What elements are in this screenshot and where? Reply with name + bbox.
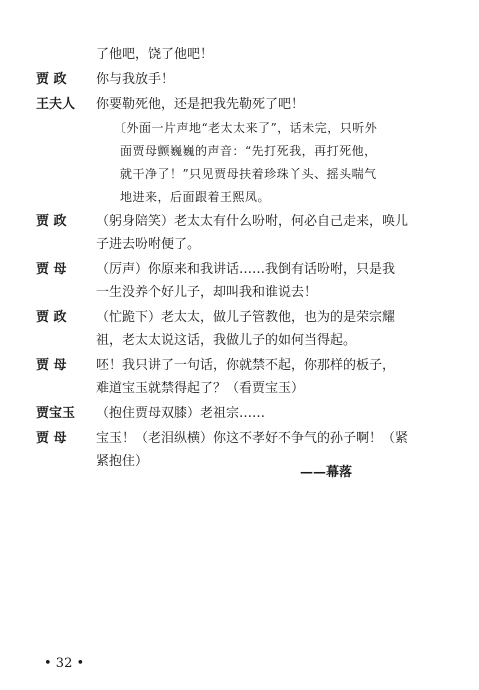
dialogue-line: （躬身陪笑）老太太有什么吩咐，何必自己走来，唤儿: [96, 214, 409, 229]
speaker-name: 王夫人: [36, 97, 76, 112]
dialogue-line: 紧抱住）: [96, 454, 149, 469]
curtain-falls: ——幕落: [300, 465, 353, 480]
dialogue-line: （厉声）你原来和我讲话……我倒有话吩咐，只是我: [96, 262, 396, 277]
dialogue-line: 子进去吩咐便了。: [96, 237, 201, 252]
stage-direction-line: 〔外面一片声地“老太太来了”，话未完，只听外: [114, 121, 378, 135]
stage-direction-line: 面贾母颤巍巍的声音：“先打死我，再打死他，: [120, 144, 377, 158]
speaker-name: 贾 母: [36, 431, 67, 446]
stage-direction-line: 地进来，后面跟着王熙凤。: [120, 190, 271, 204]
dialogue-line: 难道宝玉就禁得起了？（看贾宝玉）: [96, 381, 305, 396]
speaker-name: 贾宝玉: [36, 406, 76, 421]
dialogue-line: 宝玉！（老泪纵横）你这不孝好不争气的孙子啊！（紧: [96, 431, 409, 446]
dialogue-line: 你与我放手！: [96, 72, 175, 87]
dialogue-line: 呸！我只讲了一句话，你就禁不起，你那样的板子，: [96, 358, 396, 373]
dialogue-line: （忙跪下）老太太，做儿子管教他，也为的是荣宗耀: [96, 310, 396, 325]
speaker-name: 贾 母: [36, 262, 67, 277]
dialogue-line: 祖，老太太说这话，我做儿子的如何当得起。: [96, 333, 357, 348]
dialogue-line: 一生没养个好儿子，却叫我和谁说去！: [96, 285, 318, 300]
dialogue-line: 你要勒死他，还是把我先勒死了吧！: [96, 97, 305, 112]
speaker-name: 贾 政: [36, 72, 67, 87]
stage-direction-line: 就干净了！”只见贾母扶着珍珠丫头、摇头喘气: [120, 167, 377, 181]
dialogue-line: 了他吧，饶了他吧！: [96, 47, 214, 62]
speaker-name: 贾 母: [36, 358, 67, 373]
speaker-name: 贾 政: [36, 310, 67, 325]
speaker-name: 贾 政: [36, 214, 67, 229]
page-number: • 32 •: [44, 656, 85, 671]
dialogue-line: （抱住贾母双膝）老祖宗……: [96, 406, 266, 421]
